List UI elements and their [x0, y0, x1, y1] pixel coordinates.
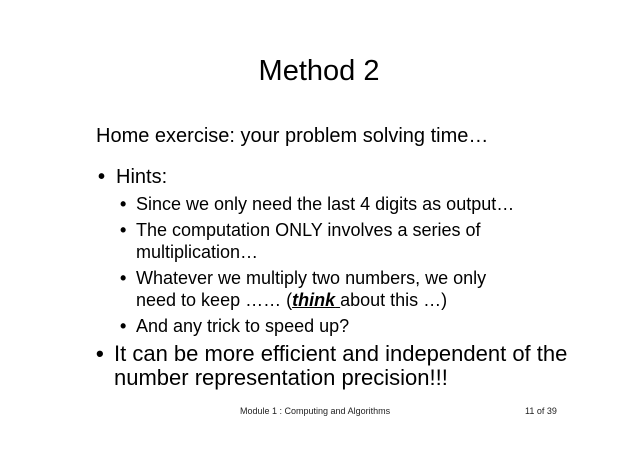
slide-subtitle: Home exercise: your problem solving time… — [96, 125, 489, 147]
bullet-marker: • — [96, 341, 104, 366]
hint-continuation: multiplication… — [136, 242, 259, 262]
bullet-marker: • — [120, 220, 127, 240]
bullet-marker: • — [98, 166, 106, 188]
hint-continuation — [136, 289, 447, 311]
hint-text: And any trick to speed up? — [136, 316, 350, 336]
hint-text: Whatever we multiply two numbers, we only — [136, 268, 487, 288]
emphasis-think: think — [292, 290, 336, 310]
bullet-marker: • — [120, 316, 127, 336]
footer-module: Module 1 : Computing and Algorithms — [240, 406, 391, 416]
hint-continuation-pre: need to keep …… ( — [136, 290, 293, 310]
bullet-continuation: number representation precision!!! — [114, 365, 448, 390]
footer-page-number: 11 of 39 — [525, 406, 557, 416]
bullet-hints — [98, 165, 167, 189]
bullet-marker: • — [120, 268, 127, 288]
hint-text: Since we only need the last 4 digits as output… — [136, 194, 515, 214]
bullet-efficiency — [96, 341, 567, 366]
bullet-marker: • — [120, 194, 127, 214]
slide-title: Method 2 — [258, 55, 380, 87]
bullet-text: Hints: — [116, 166, 168, 188]
bullet-text: It can be more efficient and independent of the — [114, 341, 568, 366]
hint-item — [120, 193, 514, 215]
hint-item — [120, 315, 349, 337]
hint-item — [120, 267, 486, 289]
hint-continuation-post: about this …) — [340, 290, 448, 310]
hint-item — [120, 219, 481, 241]
hint-text: The computation ONLY involves a series of — [136, 220, 481, 240]
